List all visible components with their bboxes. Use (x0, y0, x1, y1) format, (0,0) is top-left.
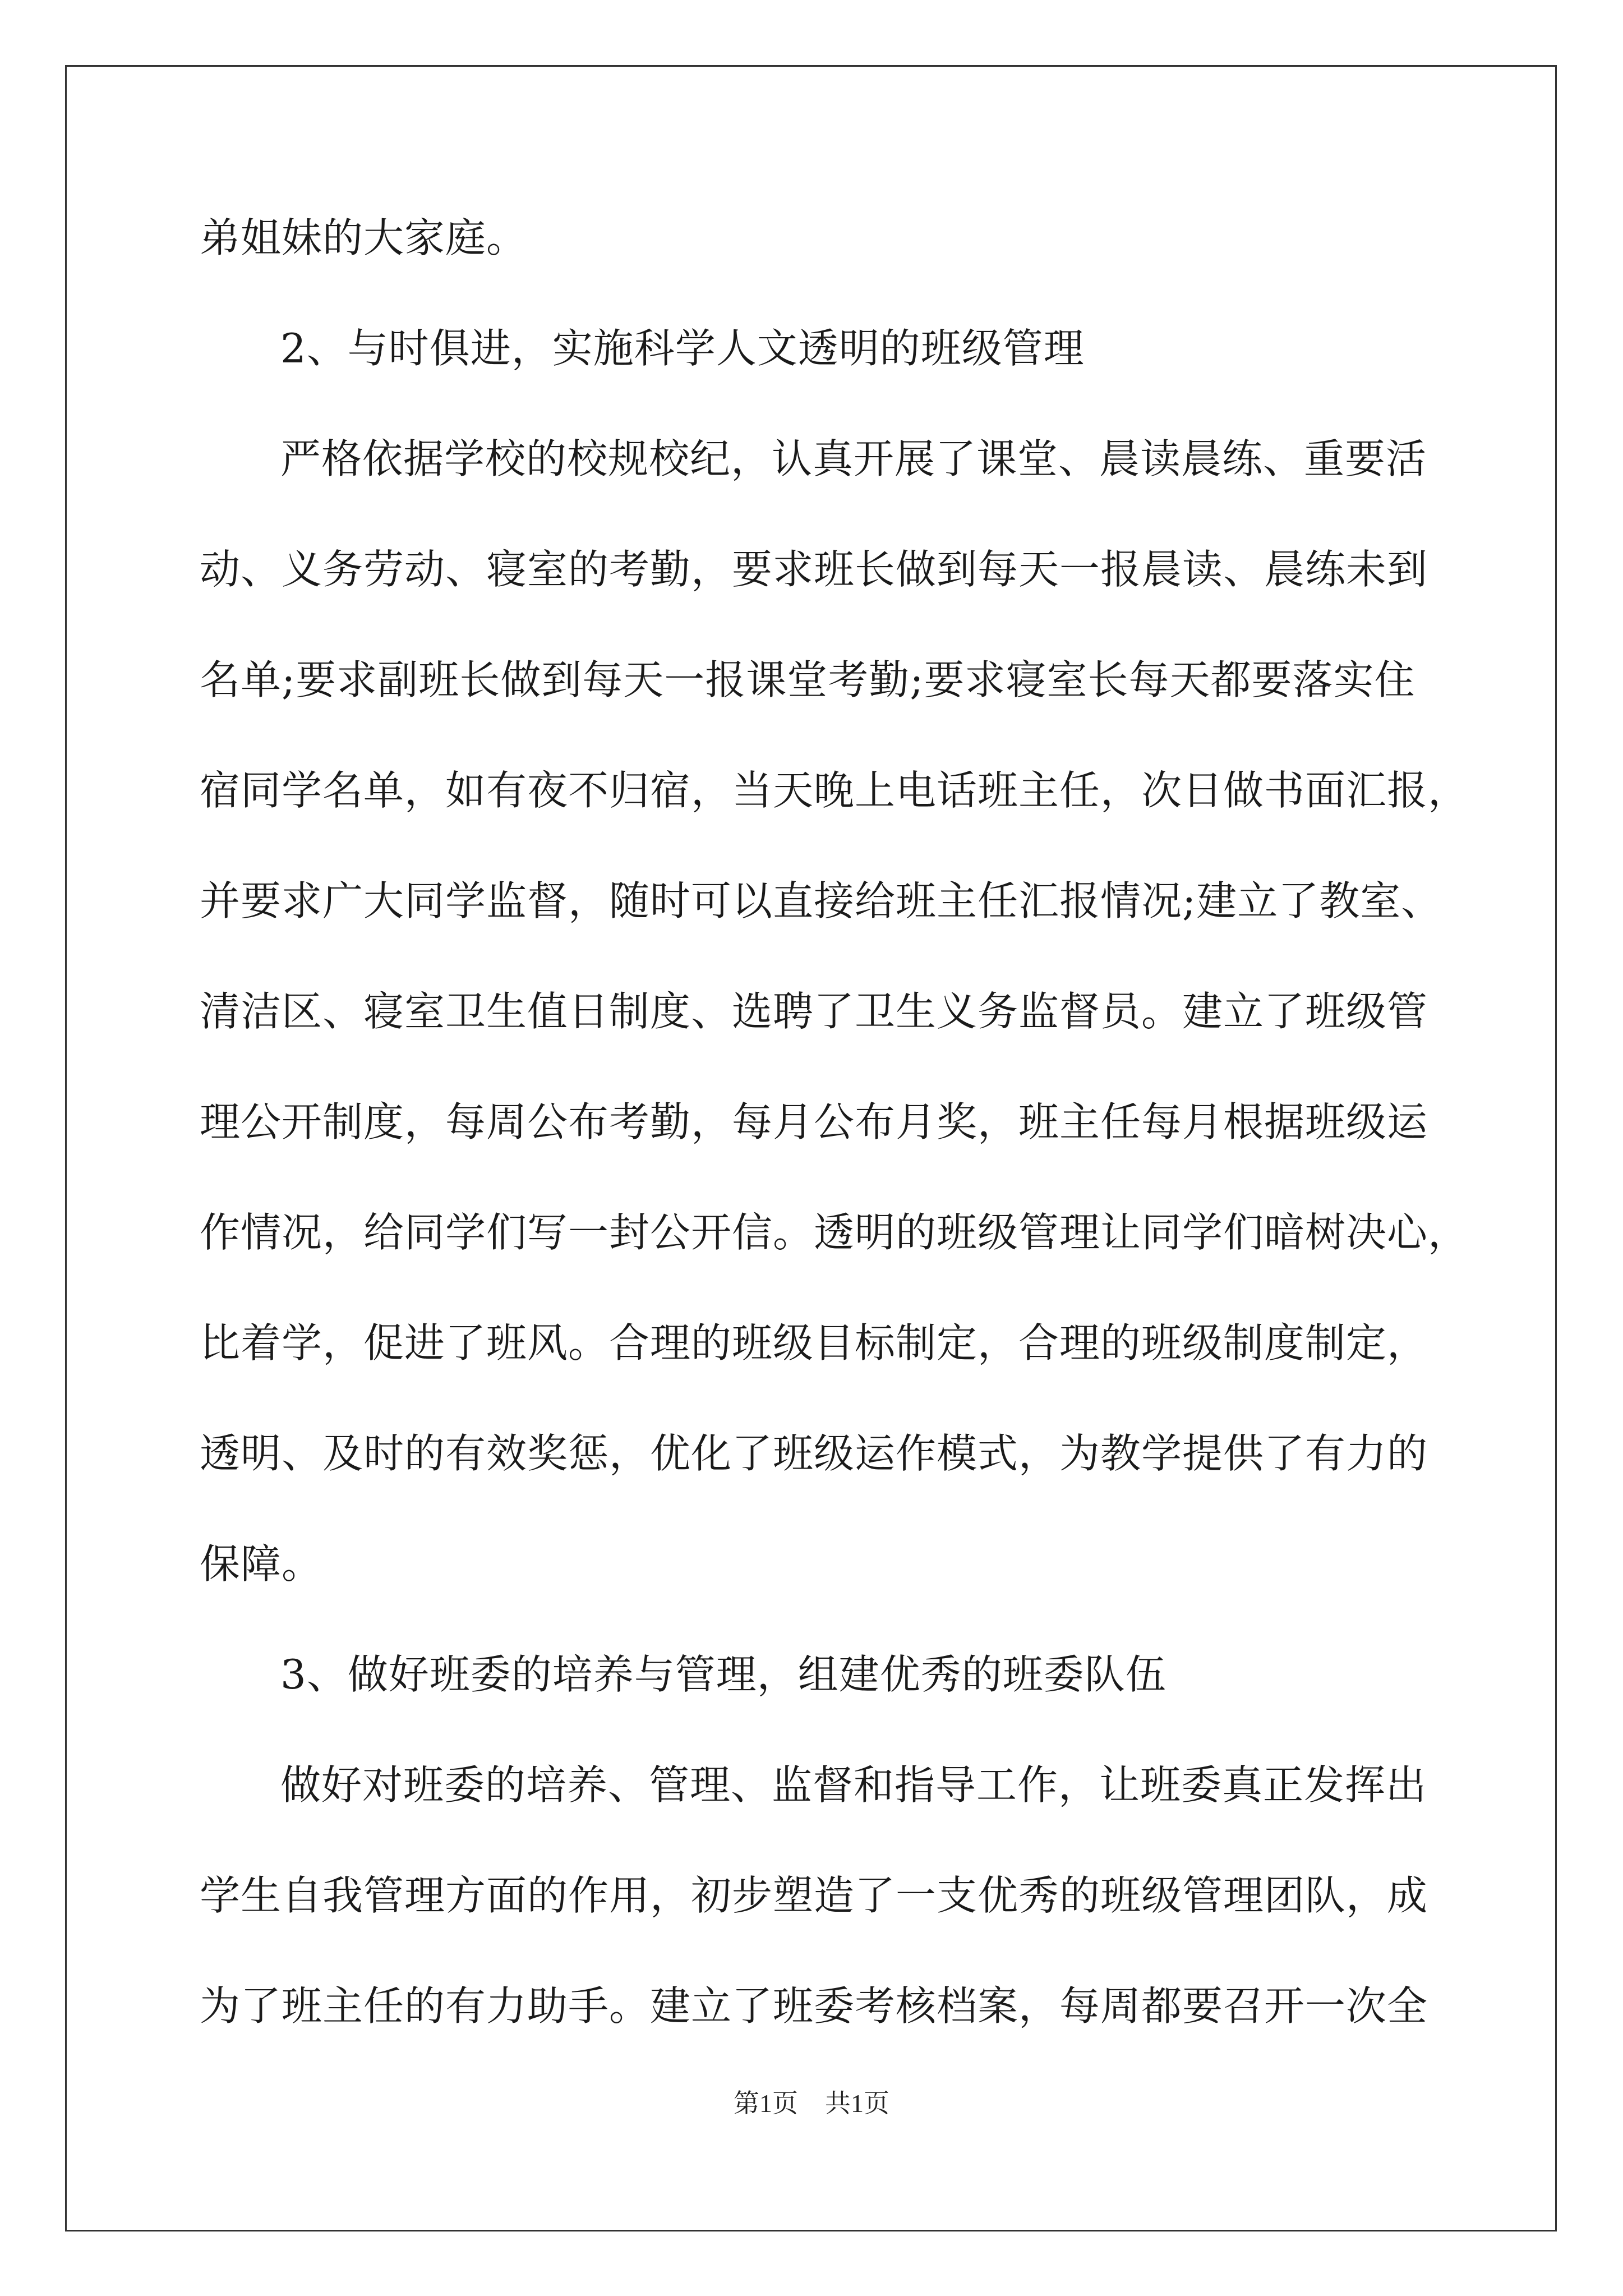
text-line: 清洁区、寝室卫生值日制度、选聘了卫生义务监督员。建立了班级管 (200, 988, 1428, 1035)
text-line: 动、义务劳动、寝室的考勤，要求班长做到每天一报晨读、晨练未到 (200, 546, 1428, 593)
page-number: 第1页 (734, 2089, 798, 2118)
text-line: 宿同学名单，如有夜不归宿，当天晚上电话班主任，次日做书面汇报， (200, 767, 1469, 814)
text-line: 透明、及时的有效奖惩，优化了班级运作模式，为教学提供了有力的 (200, 1430, 1428, 1477)
page-footer (0, 2087, 1623, 2120)
paragraph-first-line: 做好对班委的培养、管理、监督和指导工作，让班委真正发挥出 (280, 1761, 1427, 1809)
section-heading-2: 2、与时俱进，实施科学人文透明的班级管理 (280, 325, 1085, 372)
text-line: 理公开制度，每周公布考勤，每月公布月奖，班主任每月根据班级运 (200, 1098, 1428, 1145)
text-line: 为了班主任的有力助手。建立了班委考核档案，每周都要召开一次全 (200, 1982, 1428, 2030)
text-line: 比着学，促进了班风。合理的班级目标制定，合理的班级制度制定， (200, 1319, 1428, 1366)
paragraph-first-line: 严格依据学校的校规校纪，认真开展了课堂、晨读晨练、重要活 (280, 435, 1427, 482)
text-line: 学生自我管理方面的作用，初步塑造了一支优秀的班级管理团队，成 (200, 1872, 1428, 1919)
page-total: 共1页 (825, 2089, 889, 2118)
text-line: 保障。 (200, 1540, 323, 1588)
text-line: 作情况，给同学们写一封公开信。透明的班级管理让同学们暗树决心， (200, 1209, 1469, 1256)
text-line: 并要求广大同学监督，随时可以直接给班主任汇报情况;建立了教室、 (200, 877, 1442, 924)
section-heading-3: 3、做好班委的培养与管理，组建优秀的班委队伍 (280, 1651, 1166, 1698)
text-line: 名单;要求副班长做到每天一报课堂考勤;要求寝室长每天都要落实住 (200, 656, 1415, 703)
text-line: 弟姐妹的大家庭。 (200, 214, 528, 261)
